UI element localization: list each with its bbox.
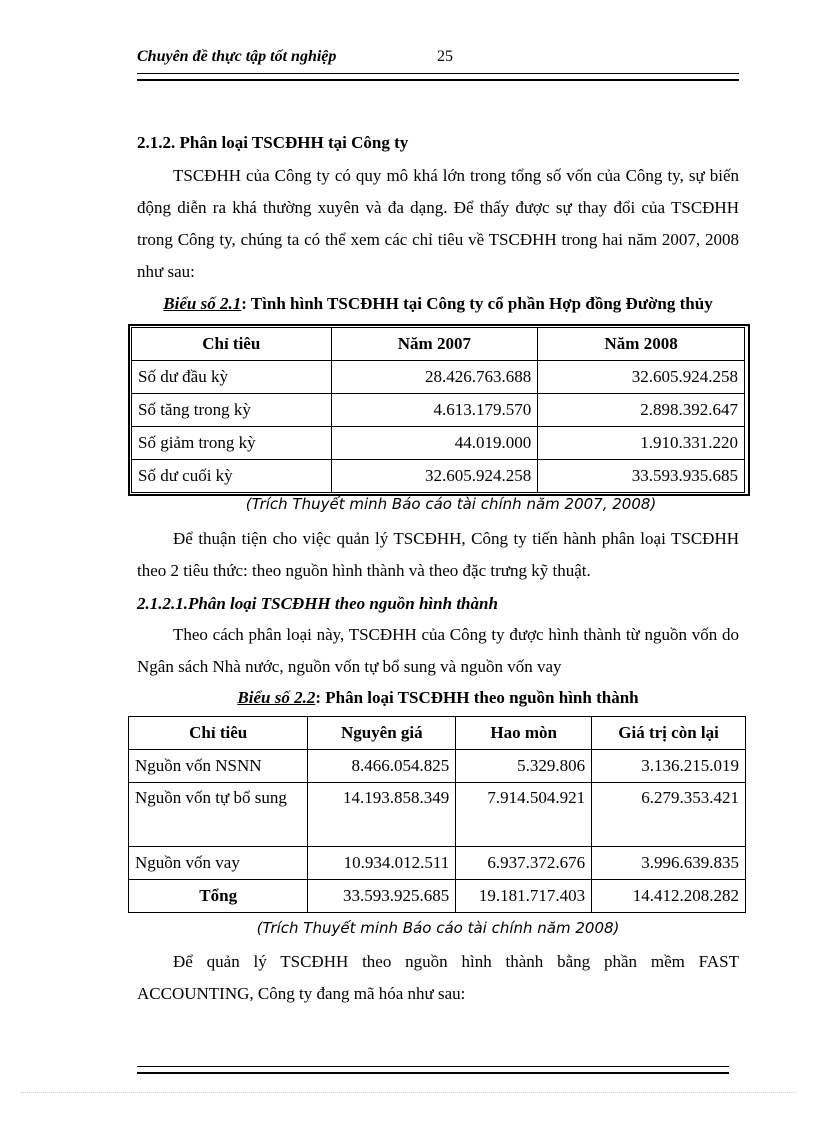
table2-total-cell: 14.412.208.282 (592, 880, 746, 913)
table2-cell: 3.136.215.019 (592, 750, 746, 783)
table2-total-label: Tổng (129, 880, 308, 913)
subsection-heading: 2.1.2.1.Phân loại TSCĐHH theo nguồn hình thành (137, 594, 498, 613)
table1-source: (Trích Thuyết minh Báo cáo tài chính năm 2007, 2008) (245, 495, 657, 513)
table2-header-cell: Hao mòn (456, 717, 592, 750)
paragraph-4 (137, 946, 739, 1010)
table1-caption (137, 294, 739, 314)
table1-cell: 4.613.179.570 (331, 394, 538, 427)
table1-header-cell: Năm 2007 (331, 328, 538, 361)
table1-cell: Số tăng trong kỳ (132, 394, 332, 427)
header-rule (137, 73, 739, 81)
table2-header-cell: Giá trị còn lại (592, 717, 746, 750)
table2-cell: Nguồn vốn vay (129, 847, 308, 880)
page-number: 25 (437, 48, 453, 65)
table1-caption-text: : Tình hình TSCĐHH tại Công ty cổ phần Hợp đồng Đường thủy (241, 294, 713, 313)
table1-cell: Số dư cuối kỳ (132, 460, 332, 493)
table2-cell: 10.934.012.511 (308, 847, 456, 880)
table2-cell: 7.914.504.921 (456, 783, 592, 847)
table2-source: (Trích Thuyết minh Báo cáo tài chính năm 2008) (256, 919, 620, 937)
table2-cell: Nguồn vốn tự bổ sung (129, 783, 308, 847)
table-row (132, 427, 745, 460)
table2-total-cell: 33.593.925.685 (308, 880, 456, 913)
table-row (132, 394, 745, 427)
table-row (129, 880, 746, 913)
paragraph-3 (137, 619, 739, 683)
table2-header-cell: Nguyên giá (308, 717, 456, 750)
table2-caption (137, 688, 739, 708)
table2 (128, 716, 746, 913)
table2-cell: 6.279.353.421 (592, 783, 746, 847)
table-row (132, 361, 745, 394)
table1-header-cell: Chỉ tiêu (132, 328, 332, 361)
table1-header-cell: Năm 2008 (538, 328, 745, 361)
page-header (137, 48, 739, 72)
header-title: Chuyên đề thực tập tốt nghiệp (137, 48, 337, 65)
table1 (131, 327, 745, 493)
table1-cell: 44.019.000 (331, 427, 538, 460)
table2-header-cell: Chỉ tiêu (129, 717, 308, 750)
table-row (132, 460, 745, 493)
paragraph-4-text: Để quản lý TSCĐHH theo nguồn hình thành bằng phần mềm FAST ACCOUNTING, Công ty đang mã hóa như sau: (137, 952, 739, 1003)
paragraph-1-text: TSCĐHH của Công ty có quy mô khá lớn trong tổng số vốn của Công ty, sự biến động diễn ra khá thường xuyên và đa dạng. Để thấy được sự thay đổi của TSCĐHH trong Công ty, chúng ta có thể xem các chỉ tiêu về TSCĐHH trong hai năm 2007, 2008 như sau: (137, 166, 739, 281)
table2-cell: 8.466.054.825 (308, 750, 456, 783)
table2-cell: 14.193.858.349 (308, 783, 456, 847)
table1-cell: Số dư đầu kỳ (132, 361, 332, 394)
table1-cell: 2.898.392.647 (538, 394, 745, 427)
table2-cell: 3.996.639.835 (592, 847, 746, 880)
paragraph-1 (137, 160, 739, 288)
table1-cell: 32.605.924.258 (331, 460, 538, 493)
paragraph-3-text: Theo cách phân loại này, TSCĐHH của Công ty được hình thành từ nguồn vốn do Ngân sách Nhà nước, nguồn vốn tự bổ sung và nguồn vốn vay (137, 625, 739, 676)
table-row (129, 847, 746, 880)
paragraph-2 (137, 523, 739, 587)
paragraph-2-text: Để thuận tiện cho việc quản lý TSCĐHH, Công ty tiến hành phân loại TSCĐHH theo 2 tiêu thức: theo nguồn hình thành và theo đặc trưng kỹ thuật. (137, 529, 739, 580)
table1-cell: 33.593.935.685 (538, 460, 745, 493)
table2-caption-lead: Biểu số 2.2 (237, 688, 316, 707)
table2-caption-text: : Phân loại TSCĐHH theo nguồn hình thành (315, 688, 639, 707)
table1-cell: 28.426.763.688 (331, 361, 538, 394)
table2-cell: 5.329.806 (456, 750, 592, 783)
table1-cell: 32.605.924.258 (538, 361, 745, 394)
table2-cell: Nguồn vốn NSNN (129, 750, 308, 783)
table2-total-cell: 19.181.717.403 (456, 880, 592, 913)
page-edge-dots (20, 1092, 796, 1094)
table2-cell: 6.937.372.676 (456, 847, 592, 880)
section-heading: 2.1.2. Phân loại TSCĐHH tại Công ty (137, 133, 409, 152)
table1-caption-lead: Biểu số 2.1 (163, 294, 242, 313)
footer-rule (137, 1066, 729, 1074)
table-row (129, 750, 746, 783)
table-row (129, 783, 746, 847)
table1-cell: 1.910.331.220 (538, 427, 745, 460)
table1-cell: Số giảm trong kỳ (132, 427, 332, 460)
